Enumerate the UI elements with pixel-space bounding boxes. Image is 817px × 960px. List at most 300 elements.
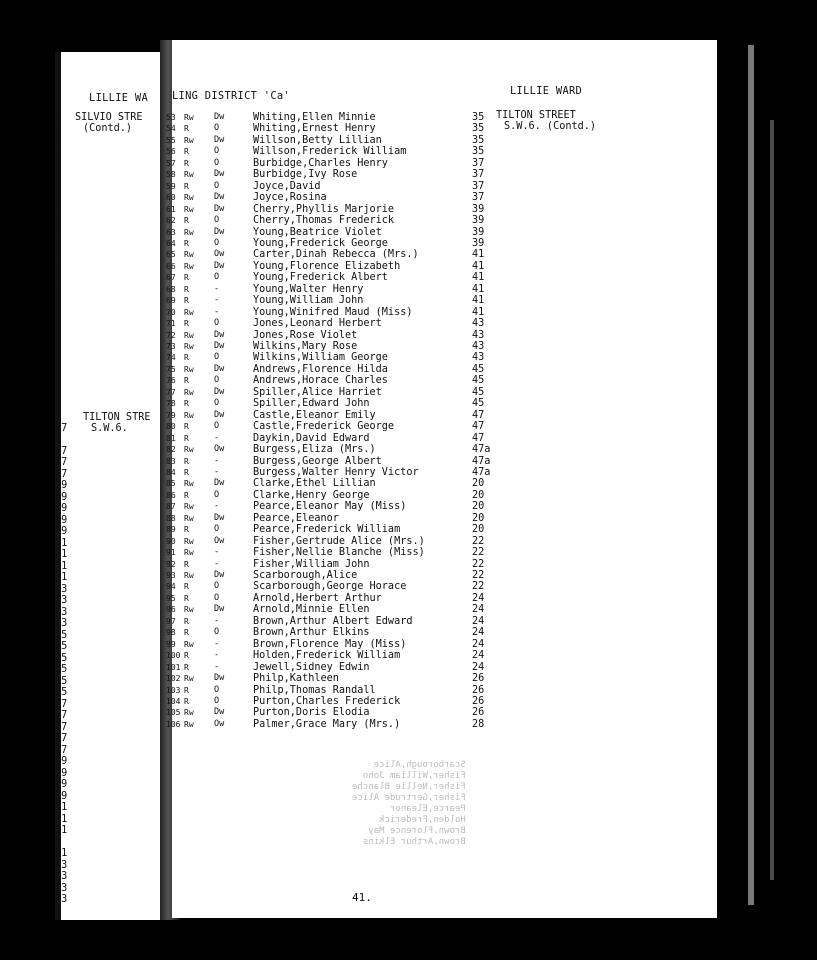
elector-number: 57 xyxy=(166,158,176,168)
house-number: 45 xyxy=(472,375,485,387)
elector-name: Brown,Arthur Albert Edward xyxy=(253,615,413,627)
tenure-code: Dw xyxy=(214,707,225,718)
elector-name: Holden,Frederick William xyxy=(253,650,401,662)
tenure-code: - xyxy=(214,455,220,466)
house-number: 39 xyxy=(472,203,485,215)
tenure-code: O xyxy=(214,146,220,157)
house-number: 39 xyxy=(472,237,485,249)
elector-number: 92 xyxy=(166,559,176,569)
house-number: 20 xyxy=(472,489,485,501)
tenure-code: Dw xyxy=(214,203,225,214)
elector-name: Andrews,Florence Hilda xyxy=(253,363,388,375)
tenure-code: O xyxy=(214,684,220,695)
tenure-code: O xyxy=(214,489,220,500)
elector-number: 96 xyxy=(166,605,176,615)
qualification-code: Rw xyxy=(184,135,194,145)
elector-number: 61 xyxy=(166,204,176,214)
left-house-number: 8 xyxy=(55,388,62,399)
bleed-through-text: Scarborough,Alice Fisher,William John Fisher,Nellie Blanche Fisher,Gertrude Alice Pearce,Eleanor Holden,Frederick Brown,Florence May Brown,Arthur Elkins xyxy=(352,760,466,847)
house-number: 37 xyxy=(472,157,485,169)
tenure-code: O xyxy=(214,524,220,535)
house-number: 24 xyxy=(472,661,485,673)
elector-name: Whiting,Ellen Minnie xyxy=(253,112,376,123)
house-number: 41 xyxy=(472,249,485,261)
elector-name: Fisher,Nellie Blanche (Miss) xyxy=(253,547,425,559)
elector-number: 73 xyxy=(166,342,176,351)
left-house-number: 8 xyxy=(55,411,62,422)
tenure-code: Dw xyxy=(214,192,225,203)
left-house-number: 6 xyxy=(55,365,62,376)
tenure-code: - xyxy=(214,501,220,512)
left-house-number: 4 xyxy=(55,296,62,307)
tenure-code: Dw xyxy=(214,673,225,684)
elector-number: 59 xyxy=(166,181,176,191)
left-house-number: 25 xyxy=(55,629,68,641)
elector-number: 86 xyxy=(166,490,176,500)
elector-name: Palmer,Grace Mary (Mrs.) xyxy=(253,718,401,730)
tenure-code: O xyxy=(214,398,220,409)
elector-number: 79 xyxy=(166,410,176,420)
qualification-code: Rw xyxy=(184,502,194,512)
qualification-code: Rw xyxy=(184,445,194,455)
left-house-number: 25 xyxy=(55,652,68,664)
tenure-code: O xyxy=(214,318,220,329)
left-house-number: 6 xyxy=(55,353,62,365)
house-number: 26 xyxy=(472,673,485,685)
left-house-number: 4 xyxy=(55,181,62,192)
left-house-number: 25 xyxy=(55,687,68,698)
left-house-number: 21 xyxy=(55,572,68,583)
elector-number: 103 xyxy=(166,685,180,695)
qualification-code: R xyxy=(184,616,189,626)
house-number: 43 xyxy=(472,329,485,341)
left-house-number: 2 xyxy=(55,123,62,135)
left-house-number: 25 xyxy=(55,641,68,652)
qualification-code: R xyxy=(184,422,189,432)
elector-number: 80 xyxy=(166,422,176,432)
tenure-code: O xyxy=(214,215,220,226)
left-house-number: 33 xyxy=(55,882,68,894)
tenure-code: O xyxy=(214,375,220,386)
elector-name: Carter,Dinah Rebecca (Mrs.) xyxy=(253,249,419,261)
elector-name: Young,Frederick George xyxy=(253,237,388,249)
left-house-number: 29 xyxy=(55,756,68,767)
elector-name: Purton,Charles Frederick xyxy=(253,695,401,707)
qualification-code: R xyxy=(184,433,189,443)
left-house-number: 4 xyxy=(55,250,62,261)
elector-number: 58 xyxy=(166,170,176,180)
left-house-number: 23 xyxy=(55,595,68,606)
elector-name: Young,William John xyxy=(253,295,364,307)
elector-number: 100 xyxy=(166,651,180,661)
left-house-number: 27 xyxy=(55,721,68,733)
qualification-code: Rw xyxy=(184,605,194,615)
tenure-code: Ow xyxy=(214,535,225,546)
qualification-code: Rw xyxy=(184,571,194,580)
tenure-code: Ow xyxy=(214,444,225,455)
elector-number: 99 xyxy=(166,639,176,649)
qualification-code: R xyxy=(184,147,189,157)
street-name-tilton: TILTON STREET xyxy=(496,110,576,121)
tenure-code: Dw xyxy=(214,112,225,122)
left-house-number: 19 xyxy=(55,526,68,537)
house-number: 24 xyxy=(472,592,485,604)
qualification-code: Rw xyxy=(184,513,194,523)
qualification-code: Rw xyxy=(184,342,194,351)
house-number: 20 xyxy=(472,501,485,513)
qualification-code: R xyxy=(184,216,189,226)
house-number: 43 xyxy=(472,341,485,352)
elector-name: Cherry,Phyllis Marjorie xyxy=(253,203,395,215)
street-sub-left: S.W.6. xyxy=(91,423,128,434)
left-house-number: 6 xyxy=(55,319,62,330)
qualification-code: R xyxy=(184,490,189,500)
house-number: 47 xyxy=(472,421,485,433)
qualification-code: R xyxy=(184,399,189,409)
elector-number: 87 xyxy=(166,502,176,512)
elector-number: 76 xyxy=(166,376,176,386)
qualification-code: Rw xyxy=(184,548,194,558)
tenure-code: Dw xyxy=(214,363,225,374)
elector-name: Young,Walter Henry xyxy=(253,283,364,295)
house-number: 20 xyxy=(472,512,485,524)
elector-name: Castle,Frederick George xyxy=(253,421,395,433)
left-house-number xyxy=(55,434,67,446)
qualification-code: Rw xyxy=(184,708,194,718)
ward-header: LILLIE WARD xyxy=(510,85,583,97)
elector-name: Joyce,Rosina xyxy=(253,192,327,204)
house-number: 22 xyxy=(472,581,485,593)
house-number: 47 xyxy=(472,409,485,421)
house-number: 22 xyxy=(472,547,485,559)
qualification-code: R xyxy=(184,593,189,603)
qualification-code: Rw xyxy=(184,536,194,546)
house-number: 26 xyxy=(472,695,485,707)
elector-name: Cherry,Thomas Frederick xyxy=(253,215,395,227)
qualification-code: Rw xyxy=(184,479,194,489)
elector-name: Jones,Leonard Herbert xyxy=(253,318,382,330)
elector-number: 70 xyxy=(166,307,176,317)
tenure-code: - xyxy=(214,295,220,306)
left-house-number: 2 xyxy=(55,169,62,181)
tenure-code: - xyxy=(214,638,220,649)
elector-name: Burbidge,Charles Henry xyxy=(253,157,388,169)
page-edge-shadow xyxy=(770,120,774,880)
left-house-number: 6 xyxy=(55,330,62,342)
street-name-silvio: SILVIO STRE xyxy=(75,112,143,123)
elector-number: 66 xyxy=(166,261,176,271)
left-house-number: 4 xyxy=(55,204,62,215)
tenure-code: Dw xyxy=(214,570,225,580)
elector-number: 64 xyxy=(166,238,176,248)
left-house-number: 29 xyxy=(55,779,68,790)
left-house-number: 27 xyxy=(55,744,68,756)
house-number: 26 xyxy=(472,684,485,696)
tenure-code: Dw xyxy=(214,260,225,271)
left-house-number: 25 xyxy=(55,664,68,675)
elector-number: 93 xyxy=(166,571,176,580)
qualification-code: Rw xyxy=(184,639,194,649)
left-house-number: 19 xyxy=(55,514,68,526)
house-number: 24 xyxy=(472,650,485,662)
left-house-number: 4 xyxy=(55,238,62,250)
left-house-number: 2 xyxy=(55,112,62,123)
street-sub-right: S.W.6. (Contd.) xyxy=(504,121,597,132)
elector-name: Fisher,William John xyxy=(253,558,370,570)
house-number: 43 xyxy=(472,318,485,330)
tenure-code: O xyxy=(214,123,220,134)
elector-name: Purton,Doris Elodia xyxy=(253,707,370,719)
elector-name: Wilkins,Mary Rose xyxy=(253,341,358,352)
house-number: 41 xyxy=(472,272,485,284)
left-house-number: 31 xyxy=(55,848,68,859)
elector-name: Philp,Thomas Randall xyxy=(253,684,376,696)
left-page-header: LILLIE WA xyxy=(89,92,149,104)
elector-number: 83 xyxy=(166,456,176,466)
elector-name: Brown,Arthur Elkins xyxy=(253,627,370,639)
elector-number: 85 xyxy=(166,479,176,489)
tenure-code: O xyxy=(214,581,220,592)
elector-name: Young,Beatrice Violet xyxy=(253,226,382,238)
qualification-code: Rw xyxy=(184,364,194,374)
qualification-code: Rw xyxy=(184,719,194,729)
qualification-code: Rw xyxy=(184,113,194,122)
qualification-code: R xyxy=(184,273,189,283)
elector-name: Clarke,Ethel Lillian xyxy=(253,478,376,490)
tenure-code: - xyxy=(214,306,220,317)
qualification-code: R xyxy=(184,296,189,306)
elector-number: 98 xyxy=(166,628,176,638)
house-number: 45 xyxy=(472,398,485,410)
tenure-code: O xyxy=(214,157,220,168)
left-house-number: 23 xyxy=(55,583,68,595)
elector-number: 74 xyxy=(166,353,176,363)
elector-name: Burgess,Eliza (Mrs.) xyxy=(253,444,376,456)
left-house-number: 19 xyxy=(55,491,68,503)
elector-name: Jewell,Sidney Edwin xyxy=(253,661,370,673)
qualification-code: R xyxy=(184,651,189,661)
qualification-code: Rw xyxy=(184,170,194,180)
tenure-code: - xyxy=(214,558,220,569)
elector-name: Jones,Rose Violet xyxy=(253,329,358,341)
elector-number: 106 xyxy=(166,719,180,729)
house-number: 24 xyxy=(472,615,485,627)
house-number: 22 xyxy=(472,570,485,581)
elector-number: 77 xyxy=(166,387,176,397)
elector-name: Brown,Florence May (Miss) xyxy=(253,638,407,650)
qualification-code: R xyxy=(184,238,189,248)
elector-name: Arnold,Minnie Ellen xyxy=(253,604,370,616)
left-house-number: 33 xyxy=(55,871,68,882)
qualification-code: Rw xyxy=(184,674,194,684)
elector-number: 104 xyxy=(166,696,180,706)
tenure-code: O xyxy=(214,627,220,638)
elector-number: 55 xyxy=(166,135,176,145)
tenure-code: Dw xyxy=(214,478,225,489)
elector-number: 63 xyxy=(166,227,176,237)
elector-number: 67 xyxy=(166,273,176,283)
left-house-number: 25 xyxy=(55,675,68,687)
left-house-number: 21 xyxy=(55,537,68,549)
tenure-code: Dw xyxy=(214,604,225,615)
tenure-code: O xyxy=(214,237,220,248)
tenure-code: Dw xyxy=(214,386,225,397)
house-number: 35 xyxy=(472,123,485,135)
qualification-code: R xyxy=(184,685,189,695)
left-house-number: 17 xyxy=(55,445,68,457)
elector-name: Burbidge,Ivy Rose xyxy=(253,169,358,181)
qualification-code: R xyxy=(184,525,189,535)
left-house-number: 27 xyxy=(55,698,68,710)
house-number: 41 xyxy=(472,295,485,307)
qualification-code: R xyxy=(184,124,189,134)
left-house-number: 4 xyxy=(55,284,62,296)
elector-number: 91 xyxy=(166,548,176,558)
house-number: 47 xyxy=(472,432,485,444)
tenure-code: - xyxy=(214,466,220,477)
house-number: 47a xyxy=(472,466,491,478)
elector-name: Burgess,George Albert xyxy=(253,455,382,467)
tenure-code: O xyxy=(214,592,220,603)
left-house-number: 4 xyxy=(55,273,62,284)
house-number: 24 xyxy=(472,638,485,650)
elector-name: Andrews,Horace Charles xyxy=(253,375,388,387)
elector-name: Young,Winifred Maud (Miss) xyxy=(253,306,413,318)
tenure-code: O xyxy=(214,180,220,191)
qualification-code: R xyxy=(184,319,189,329)
elector-number: 102 xyxy=(166,674,180,684)
tenure-code: - xyxy=(214,283,220,294)
left-house-number: 27 xyxy=(55,733,68,744)
house-number: 43 xyxy=(472,352,485,364)
house-number: 47a xyxy=(472,444,491,456)
qualification-code: R xyxy=(184,456,189,466)
elector-name: Scarborough,George Horace xyxy=(253,581,407,593)
elector-name: Fisher,Gertrude Alice (Mrs.) xyxy=(253,535,425,547)
qualification-code: Rw xyxy=(184,261,194,271)
elector-name: Joyce,David xyxy=(253,180,321,192)
elector-number: 88 xyxy=(166,513,176,523)
elector-number: 75 xyxy=(166,364,176,374)
left-house-number: 27 xyxy=(55,710,68,721)
left-house-number: 17 xyxy=(55,457,68,468)
elector-number: 90 xyxy=(166,536,176,546)
elector-number: 89 xyxy=(166,525,176,535)
house-number: 26 xyxy=(472,707,485,719)
qualification-code: Rw xyxy=(184,330,194,340)
left-page xyxy=(55,52,173,920)
tenure-code: Dw xyxy=(214,226,225,237)
left-house-number: 2 xyxy=(55,135,62,146)
left-house-number: 4 xyxy=(55,261,62,273)
left-house-number: 4 xyxy=(55,192,62,204)
tenure-code: Dw xyxy=(214,134,225,145)
tenure-code: O xyxy=(214,352,220,363)
qualification-code: R xyxy=(184,559,189,569)
left-house-number: 6 xyxy=(55,376,62,388)
elector-number: 78 xyxy=(166,399,176,409)
qualification-code: R xyxy=(184,467,189,477)
elector-number: 97 xyxy=(166,616,176,626)
right-page xyxy=(166,40,717,918)
left-house-number: 17 xyxy=(55,468,68,480)
elector-number: 60 xyxy=(166,193,176,203)
house-number: 24 xyxy=(472,604,485,616)
elector-name: Pearce,Frederick William xyxy=(253,524,401,536)
tenure-code: - xyxy=(214,615,220,626)
qualification-code: Rw xyxy=(184,410,194,420)
elector-name: Whiting,Ernest Henry xyxy=(253,123,376,135)
elector-name: Clarke,Henry George xyxy=(253,489,370,501)
left-house-number: 8 xyxy=(55,399,62,411)
elector-number: 94 xyxy=(166,582,176,592)
district-header: LING DISTRICT 'Ca' xyxy=(172,90,291,102)
page-edge xyxy=(748,45,754,905)
left-house-number: 31 xyxy=(55,813,68,825)
elector-number: 56 xyxy=(166,147,176,157)
elector-number: 65 xyxy=(166,250,176,260)
elector-name: Young,Florence Elizabeth xyxy=(253,260,401,272)
left-house-number: 6 xyxy=(55,307,62,319)
tenure-code: Ow xyxy=(214,718,225,729)
tenure-code: Dw xyxy=(214,329,225,340)
house-number: 39 xyxy=(472,226,485,238)
house-number: 39 xyxy=(472,215,485,227)
left-house-number: 2 xyxy=(55,158,62,169)
qualification-code: R xyxy=(184,628,189,638)
elector-name: Philp,Kathleen xyxy=(253,673,339,685)
left-house-number: 19 xyxy=(55,503,68,514)
qualification-code: R xyxy=(184,284,189,294)
qualification-code: Rw xyxy=(184,387,194,397)
house-number: 24 xyxy=(472,627,485,639)
house-number: 20 xyxy=(472,478,485,490)
elector-name: Daykin,David Edward xyxy=(253,432,370,444)
elector-number: 101 xyxy=(166,662,180,672)
left-house-number: 21 xyxy=(55,549,68,560)
left-house-number: 19 xyxy=(55,480,68,491)
elector-number: 84 xyxy=(166,467,176,477)
qualification-code: Rw xyxy=(184,193,194,203)
left-house-number: 6 xyxy=(55,342,62,353)
elector-number: 82 xyxy=(166,445,176,455)
house-number: 35 xyxy=(472,146,485,158)
elector-name: Young,Frederick Albert xyxy=(253,272,388,284)
qualification-code: R xyxy=(184,582,189,592)
qualification-code: R xyxy=(184,662,189,672)
house-number: 37 xyxy=(472,169,485,181)
qualification-code: Rw xyxy=(184,204,194,214)
tenure-code: O xyxy=(214,272,220,283)
house-number: 22 xyxy=(472,535,485,547)
tenure-code: Dw xyxy=(214,512,225,523)
elector-number: 71 xyxy=(166,319,176,329)
elector-number: 53 xyxy=(166,113,176,122)
elector-name: Castle,Eleanor Emily xyxy=(253,409,376,421)
qualification-code: R xyxy=(184,158,189,168)
left-house-number: 23 xyxy=(55,606,68,618)
house-number: 41 xyxy=(472,283,485,295)
elector-name: Pearce,Eleanor May (Miss) xyxy=(253,501,407,513)
elector-name: Spiller,Alice Harriet xyxy=(253,386,382,398)
tenure-code: - xyxy=(214,547,220,558)
tenure-code: O xyxy=(214,421,220,432)
house-number: 28 xyxy=(472,718,485,730)
left-house-number: 31 xyxy=(55,825,68,836)
qualification-code: R xyxy=(184,353,189,363)
left-house-number: 17 xyxy=(55,422,68,434)
elector-name: Willson,Betty Lillian xyxy=(253,134,382,146)
